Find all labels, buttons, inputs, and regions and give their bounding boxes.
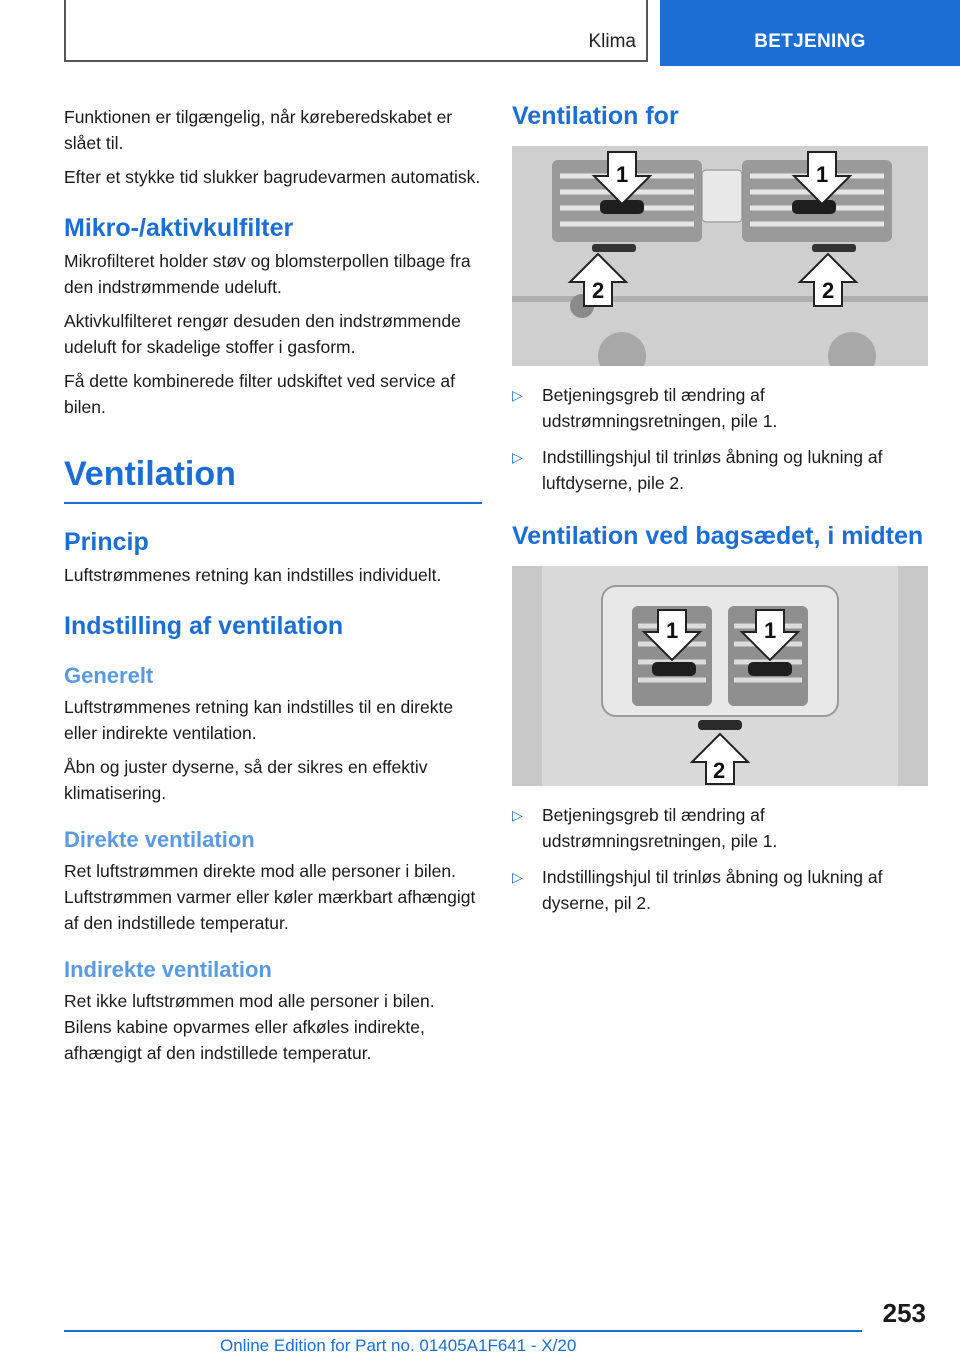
filter-paragraph-2: Aktivkulfilteret rengør desuden den indstrømmende udeluft for skadelige stoffer i gasform. — [64, 311, 461, 357]
generelt-paragraph-2: Åbn og juster dyserne, så der sikres en effektiv klimatisering. — [64, 757, 428, 803]
generelt-paragraph-1: Luftstrømmenes retning kan indstilles til en direkte eller indirekte ventilation. — [64, 697, 454, 743]
front-arrow-1-right: 1 — [816, 162, 829, 187]
princip-paragraph: Luftstrømmenes retning kan indstilles individuelt. — [64, 565, 442, 585]
rear-vent-heading: Ventilation ved bagsædet, i midten — [512, 522, 924, 550]
footer-edition: Online Edition for Part no. 01405A1F641 - X/20 — [220, 1336, 577, 1355]
indirekte-paragraph: Ret ikke luftstrømmen mod alle personer i bilen. Bilens kabine opvarmes eller afkøles indirekte, afhængigt af den indstillede temperatur. — [64, 991, 435, 1063]
rear-arrow-1-right: 1 — [764, 618, 777, 643]
triangle-bullet-icon: ▷ — [512, 387, 523, 403]
ventilation-title: Ventilation — [64, 454, 482, 504]
rear-vent-list — [512, 802, 928, 916]
indirekte-heading: Indirekte ventilation — [64, 957, 272, 982]
front-vent-figure — [512, 146, 928, 366]
front-arrow-2-right: 2 — [822, 278, 835, 303]
intro-paragraph-2: Efter et stykke tid slukker bagrudevarmen automatisk. — [64, 167, 481, 187]
footer-divider — [64, 1330, 862, 1332]
page-number: 253 — [882, 1298, 926, 1328]
direkte-heading: Direkte ventilation — [64, 827, 255, 852]
front-arrow-1-left: 1 — [616, 162, 629, 187]
indstilling-heading: Indstilling af ventilation — [64, 612, 344, 640]
left-column — [64, 104, 482, 1074]
front-vent-heading: Ventilation for — [512, 102, 679, 130]
list-item: ▷ Indstillingshjul til trinløs åbning og lukning af dyserne, pil 2. — [512, 864, 928, 916]
triangle-bullet-icon: ▷ — [512, 807, 523, 823]
list-item: ▷ Indstillingshjul til trinløs åbning og lukning af luftdyserne, pile 2. — [512, 444, 928, 496]
princip-heading: Princip — [64, 528, 149, 556]
rear-vent-figure — [512, 566, 928, 786]
front-vent-list — [512, 382, 928, 496]
rear-arrow-1-left: 1 — [666, 618, 679, 643]
direkte-paragraph: Ret luftstrømmen direkte mod alle personer i bilen. Luftstrømmen varmer eller køler mærkbart afhængigt af den indstillede temperatur. — [64, 861, 476, 933]
front-arrow-2-left: 2 — [592, 278, 605, 303]
generelt-heading: Generelt — [64, 663, 154, 688]
header-frame — [64, 0, 648, 62]
list-item: ▷ Betjeningsgreb til ændring af udstrømningsretningen, pile 1. — [512, 802, 928, 854]
header-chapter-tab: BETJENING — [660, 0, 960, 66]
filter-paragraph-3: Få dette kombinerede filter udskiftet ved service af bilen. — [64, 371, 456, 417]
intro-paragraph-1: Funktionen er tilgængelig, når køreberedskabet er slået til. — [64, 107, 453, 153]
filter-paragraph-1: Mikrofilteret holder støv og blomsterpollen tilbage fra den indstrømmende udeluft. — [64, 251, 471, 297]
triangle-bullet-icon: ▷ — [512, 869, 523, 885]
right-column — [512, 100, 928, 934]
rear-arrow-2: 2 — [713, 758, 726, 783]
list-item: ▷ Betjeningsgreb til ændring af udstrømningsretningen, pile 1. — [512, 382, 928, 434]
triangle-bullet-icon: ▷ — [512, 449, 523, 465]
filter-heading: Mikro-/aktivkulfilter — [64, 214, 294, 242]
header-section-title: Klima — [588, 31, 636, 52]
